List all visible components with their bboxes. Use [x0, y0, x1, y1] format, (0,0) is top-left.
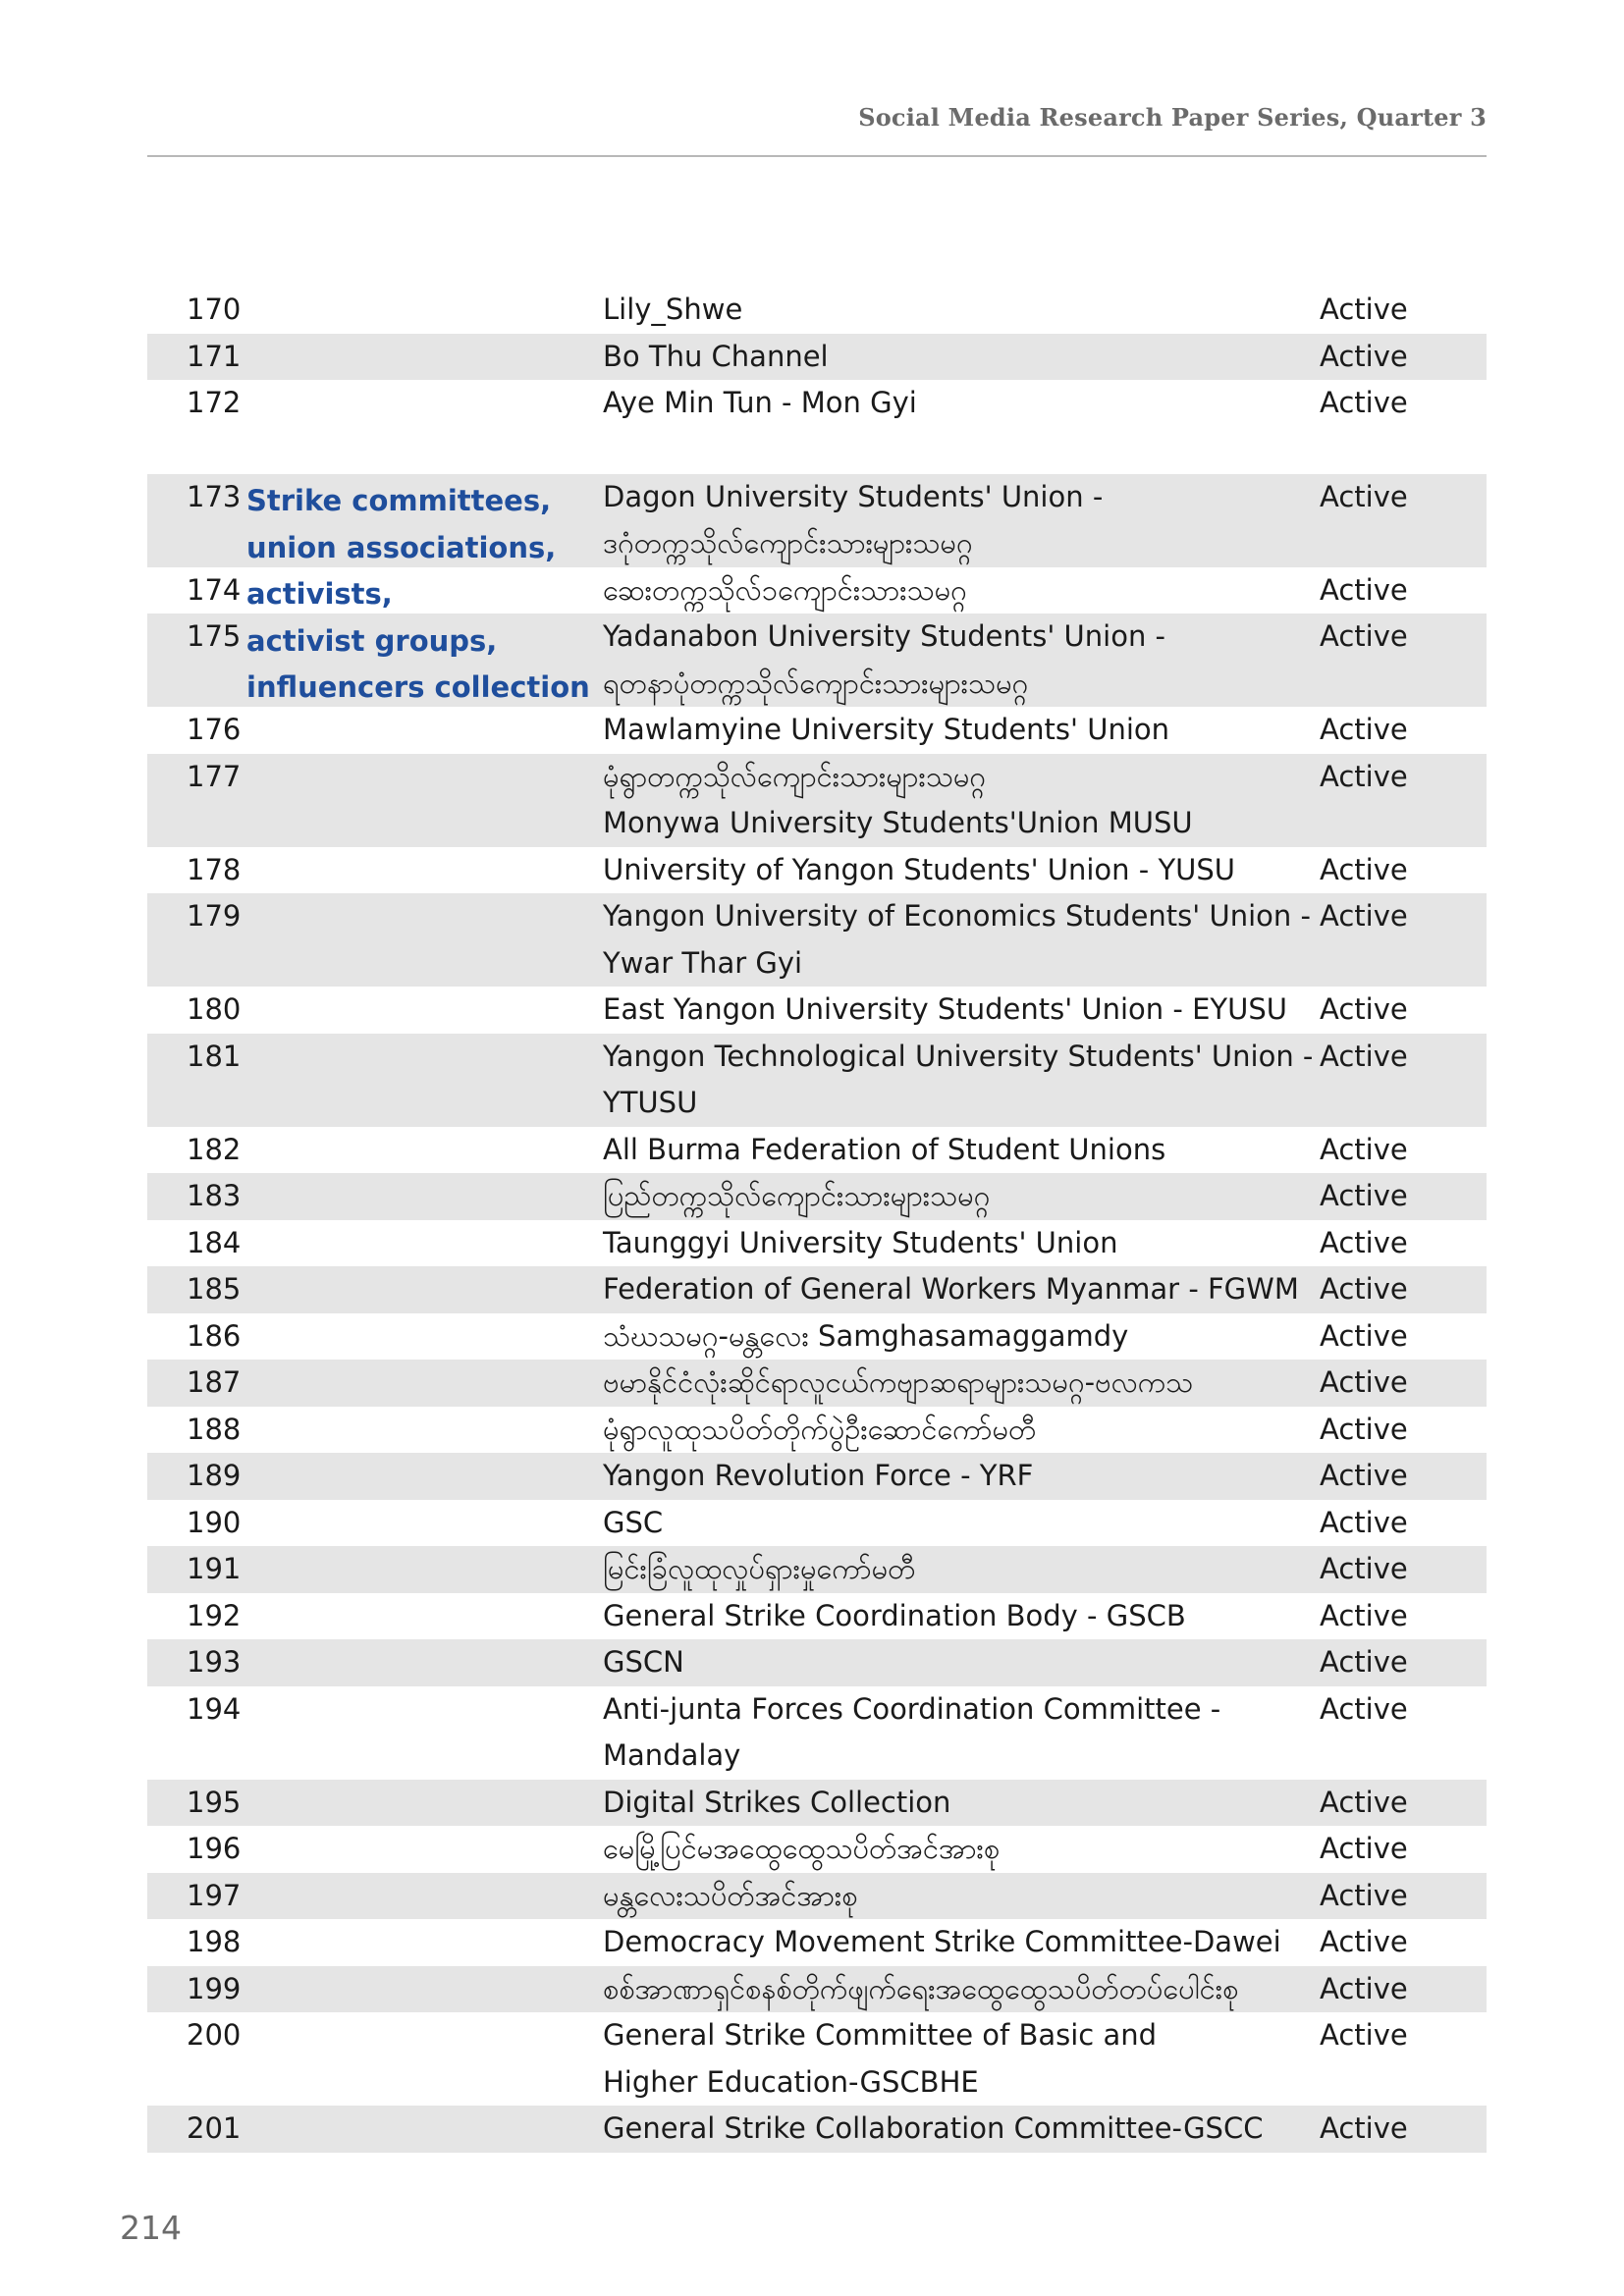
row-number: 177	[187, 759, 242, 793]
status-label: Active	[1320, 1272, 1408, 1306]
status-label: Active	[1320, 1691, 1408, 1726]
account-name: မြင်းခြံလူထုလှုပ်ရှားမှုကော်မတီ	[603, 1552, 916, 1585]
status-label: Active	[1320, 1832, 1408, 1865]
table-row	[147, 334, 1487, 381]
row-number: 183	[187, 1179, 242, 1212]
account-name: စစ်အာဏာရှင်စနစ်တိုက်ဖျက်ရေးအထွေထွေသပိတ်တပ်ပေါင်းစု	[603, 1971, 1239, 2005]
table-row	[147, 1873, 1487, 1920]
status-label: Active	[1320, 2018, 1408, 2052]
category-label-line: union associations,	[246, 530, 557, 564]
row-number: 178	[187, 852, 242, 886]
row-number: 194	[187, 1691, 242, 1726]
account-name: ရတနာပုံတက္ကသိုလ်ကျောင်းသားများသမဂ္ဂ	[603, 666, 1029, 700]
account-name: Mawlamyine University Students' Union	[603, 713, 1169, 746]
status-label: Active	[1320, 1459, 1408, 1492]
status-label: Active	[1320, 1412, 1408, 1446]
table-row	[147, 2106, 1487, 2153]
row-number: 191	[187, 1552, 242, 1585]
status-label: Active	[1320, 1039, 1408, 1073]
status-label: Active	[1320, 1225, 1408, 1259]
status-label: Active	[1320, 2111, 1408, 2145]
running-header: Social Media Research Paper Series, Quarter 3	[858, 103, 1487, 132]
status-label: Active	[1320, 899, 1408, 933]
row-number: 192	[187, 1598, 242, 1632]
row-number: 173	[187, 479, 242, 513]
table-row	[147, 2012, 1487, 2106]
table-row	[147, 893, 1487, 987]
table-row	[147, 1919, 1487, 1966]
status-label: Active	[1320, 1925, 1408, 1958]
table-row	[147, 1826, 1487, 1873]
status-label: Active	[1320, 479, 1408, 513]
table-row	[147, 1500, 1487, 1547]
account-name: Democracy Movement Strike Committee-Dawei	[603, 1925, 1281, 1958]
status-label: Active	[1320, 1785, 1408, 1819]
row-number: 175	[187, 619, 242, 653]
status-label: Active	[1320, 1132, 1408, 1166]
status-label: Active	[1320, 992, 1408, 1026]
account-name: သံဃသမဂ္ဂ-မန္တလေး Samghasamaggamdy	[603, 1318, 1129, 1353]
account-name: Lily_Shwe	[603, 293, 743, 326]
status-label: Active	[1320, 759, 1408, 793]
page-number: 214	[120, 2209, 182, 2247]
status-label: Active	[1320, 1179, 1408, 1212]
account-name: Yangon University of Economics Students' Union -	[603, 899, 1311, 933]
account-name: မုံရွာတက္ကသိုလ်ကျောင်းသားများသမဂ္ဂ	[603, 759, 986, 793]
row-number: 185	[187, 1272, 242, 1306]
row-number: 198	[187, 1925, 242, 1958]
row-number: 170	[187, 293, 242, 326]
status-label: Active	[1320, 1971, 1408, 2005]
account-name: Yangon Revolution Force - YRF	[603, 1459, 1034, 1492]
category-label-line: influencers collection	[246, 670, 590, 704]
row-number: 200	[187, 2018, 242, 2052]
account-name: Federation of General Workers Myanmar - FGWM	[603, 1272, 1299, 1306]
row-number: 186	[187, 1318, 242, 1353]
account-name: Dagon University Students' Union -	[603, 479, 1104, 513]
table-row	[147, 1313, 1487, 1361]
account-name: GSC	[603, 1505, 664, 1539]
row-number: 201	[187, 2111, 242, 2145]
account-name: ဒဂုံတက္ကသိုလ်ကျောင်းသားများသမဂ္ဂ	[603, 526, 973, 560]
status-label: Active	[1320, 1552, 1408, 1585]
row-number: 181	[187, 1039, 242, 1073]
account-name: Aye Min Tun - Mon Gyi	[603, 386, 917, 419]
row-number: 179	[187, 899, 242, 933]
row-spacer	[147, 427, 1487, 474]
account-name: Higher Education-GSCBHE	[603, 2064, 979, 2099]
account-name: မုံရွာလူထုသပိတ်တိုက်ပွဲဦးဆောင်ကော်မတီ	[603, 1412, 1037, 1446]
table-row	[147, 1639, 1487, 1686]
table-row	[147, 1034, 1487, 1127]
account-name: General Strike Coordination Body - GSCB	[603, 1598, 1186, 1632]
account-name: ဆေးတက္ကသိုလ်၁ကျောင်းသားသမဂ္ဂ	[603, 572, 967, 607]
account-name: Digital Strikes Collection	[603, 1785, 951, 1819]
account-name: ပြည်တက္ကသိုလ်ကျောင်းသားများသမဂ္ဂ	[603, 1179, 991, 1212]
table-row	[147, 1593, 1487, 1640]
table-row	[147, 1173, 1487, 1220]
table-row	[147, 1966, 1487, 2013]
row-number: 193	[187, 1645, 242, 1679]
table-row	[147, 1453, 1487, 1500]
table-row	[147, 1546, 1487, 1593]
table-row	[147, 1780, 1487, 1827]
status-label: Active	[1320, 1505, 1408, 1539]
account-name: GSCN	[603, 1645, 684, 1679]
account-name: မန္တလေးသပိတ်အင်အားစု	[603, 1878, 858, 1912]
table-row	[147, 380, 1487, 427]
row-number: 171	[187, 339, 242, 373]
status-label: Active	[1320, 1365, 1408, 1399]
row-number: 184	[187, 1225, 242, 1259]
row-number: 189	[187, 1459, 242, 1492]
account-name: All Burma Federation of Student Unions	[603, 1132, 1166, 1166]
account-name: Yadanabon University Students' Union -	[603, 619, 1166, 653]
account-name: မေမြို့ပြင်မအထွေထွေသပိတ်အင်အားစု	[603, 1832, 1001, 1865]
account-name: Anti-junta Forces Coordination Committee -	[603, 1691, 1221, 1726]
row-number: 190	[187, 1505, 242, 1539]
table-row	[147, 1220, 1487, 1267]
table-row	[147, 1686, 1487, 1780]
status-label: Active	[1320, 1878, 1408, 1912]
status-label: Active	[1320, 339, 1408, 373]
table-row	[147, 754, 1487, 847]
header-divider	[147, 155, 1487, 157]
table-row	[147, 1127, 1487, 1174]
account-name: University of Yangon Students' Union - YUSU	[603, 852, 1236, 886]
row-number: 199	[187, 1971, 242, 2005]
account-name: Ywar Thar Gyi	[603, 945, 803, 980]
table-row	[147, 847, 1487, 894]
row-number: 182	[187, 1132, 242, 1166]
status-label: Active	[1320, 1645, 1408, 1679]
category-label-line: activist groups,	[246, 623, 498, 658]
status-label: Active	[1320, 386, 1408, 419]
status-label: Active	[1320, 1318, 1408, 1353]
status-label: Active	[1320, 619, 1408, 653]
status-label: Active	[1320, 852, 1408, 886]
account-name: General Strike Collaboration Committee-GSCC	[603, 2111, 1264, 2145]
account-name: Monywa University Students'Union MUSU	[603, 806, 1193, 839]
category-label	[246, 478, 590, 712]
account-name: Bo Thu Channel	[603, 339, 829, 373]
row-number: 176	[187, 713, 242, 746]
account-name: Mandalay	[603, 1738, 741, 1772]
category-label-line: Strike committees,	[246, 484, 552, 517]
table-row	[147, 1360, 1487, 1407]
row-number: 197	[187, 1878, 242, 1912]
row-number: 172	[187, 386, 242, 419]
status-label: Active	[1320, 572, 1408, 607]
status-label: Active	[1320, 1598, 1408, 1632]
account-name: YTUSU	[603, 1086, 698, 1119]
row-number: 174	[187, 572, 242, 607]
account-name: Taunggyi University Students' Union	[603, 1225, 1118, 1259]
table-row	[147, 707, 1487, 754]
category-label-line: activists,	[246, 577, 393, 611]
row-number: 187	[187, 1365, 242, 1399]
account-name: General Strike Committee of Basic and	[603, 2018, 1157, 2052]
status-label: Active	[1320, 293, 1408, 326]
row-number: 180	[187, 992, 242, 1026]
account-name: ဗမာနိုင်ငံလုံးဆိုင်ရာလူငယ်ကဗျာဆရာများသမဂ္ဂ-ဗလကသ	[603, 1365, 1194, 1399]
account-name: East Yangon University Students' Union - EYUSU	[603, 992, 1287, 1026]
table-row	[147, 1407, 1487, 1454]
status-label: Active	[1320, 713, 1408, 746]
table-row	[147, 1266, 1487, 1313]
row-number: 196	[187, 1832, 242, 1865]
account-name: Yangon Technological University Students' Union -	[603, 1039, 1314, 1073]
table-row	[147, 287, 1487, 334]
row-number: 188	[187, 1412, 242, 1446]
table-row	[147, 987, 1487, 1034]
row-number: 195	[187, 1785, 242, 1819]
